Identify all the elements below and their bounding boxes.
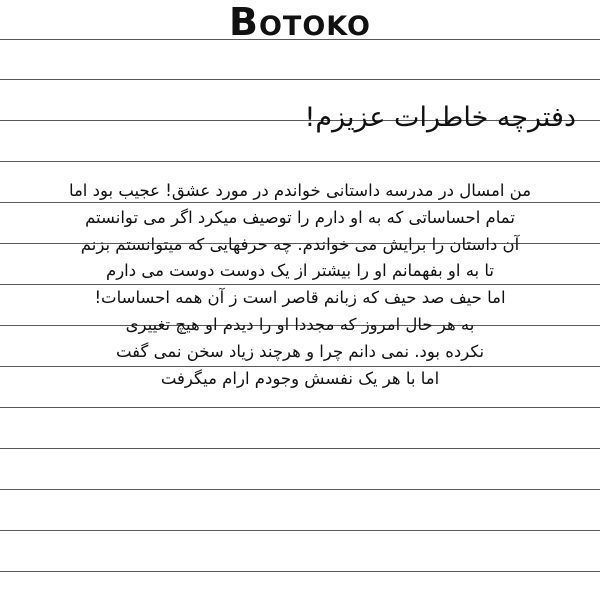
page-heading: دفترچه خاطرات عزیزم! <box>304 102 576 133</box>
ruled-line <box>0 530 600 531</box>
note-line: تا به او بفهمانم او را بیشتر از یک دوست دوست می دارم <box>105 261 495 281</box>
ruled-line <box>0 448 600 449</box>
note-line: من امسال در مدرسه داستانی خواندم در مورد عشق! عجیب بود اما <box>68 181 532 200</box>
note-line: آن داستان را برایش می خواندم. چه حرفهایی که میتوانستم بزنم <box>80 234 520 254</box>
note-body <box>8 178 592 392</box>
brand-title: Botoko <box>229 0 371 44</box>
note-line: به هر حال امروز که مجددا او را دیدم او هیچ تغییری <box>125 314 475 334</box>
ruled-line <box>0 407 600 408</box>
ruled-line <box>0 571 600 572</box>
note-line: نکرده بود. نمی دانم چرا و هرچند زیاد سخن نمی گفت <box>115 341 485 361</box>
ruled-line <box>0 161 600 162</box>
ruled-line <box>0 79 600 80</box>
note-line: اما با هر یک نفسش وجودم ارام میگرفت <box>160 368 440 388</box>
ruled-line <box>0 489 600 490</box>
ruled-line <box>0 39 600 40</box>
note-line: تمام احساساتی که به او دارم را توصیف میکرد اگر می توانستم <box>85 207 515 227</box>
note-line: اما حیف صد حیف که زبانم قاصر است ز آن همه احساسات! <box>94 288 506 308</box>
